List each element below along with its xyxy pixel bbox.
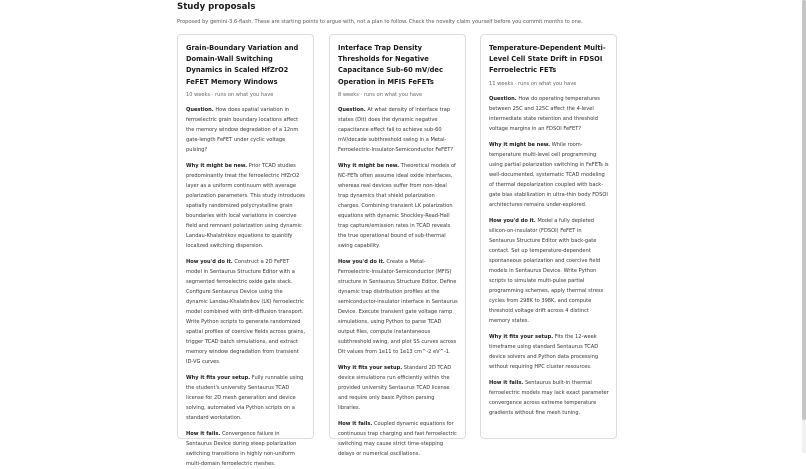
why-new-section bbox=[186, 161, 306, 251]
why-new-text: Prior TCAD studies predominantly treat the ferroelectric HfZrO2 layer as a uniform continuum with average polarization parameters. This study introduces spatially randomized polycrystalline grain boundaries with local variations in coercive field and remnant polarization using dynamic Landau-Khalatnikov equations to quantify localized switching dispersion. bbox=[186, 162, 305, 249]
how-label: How you'd do it. bbox=[186, 258, 233, 265]
fails-text: Sentaurus built-in thermal ferroelectric models may lack exact parameter convergence across extreme temperature gradients without fine mesh tuning. bbox=[489, 379, 609, 416]
card-meta: 8 weeks · runs on what you have bbox=[338, 91, 423, 98]
how-section bbox=[338, 257, 458, 357]
card-meta: 10 weeks · runs on what you have bbox=[186, 91, 274, 98]
proposal-card bbox=[480, 34, 617, 439]
why-new-label: Why it might be new. bbox=[489, 141, 551, 148]
setup-label: Why it fits your setup. bbox=[338, 364, 403, 371]
why-new-text: Theoretical models of NC-FETs often assume ideal oxide interfaces, whereas real devices suffer from non-ideal trap dynamics that shield polarization charges. Combining transient LK polarization equations with dynamic Shockley-Read-Hall trap capture/emission rates in TCAD reveals the true operational bound of sub-thermal swing capability. bbox=[338, 162, 456, 249]
scrollbar-thumb[interactable] bbox=[802, 0, 806, 420]
question-label: Question. bbox=[338, 106, 366, 113]
setup-text: Fits the 12-week timeframe using standard Sentaurus TCAD device solvers and Python data processing without requiring HPC cluster resources. bbox=[489, 333, 599, 370]
question-section bbox=[489, 94, 609, 134]
question-text: How does spatial variation in ferroelectric grain boundary locations affect the memory window degradation of a 12nm gate-length FeFET under cyclic voltage pulsing? bbox=[186, 106, 299, 153]
how-label: How you'd do it. bbox=[489, 217, 536, 224]
fails-label: How it fails. bbox=[186, 430, 221, 437]
how-label: How you'd do it. bbox=[338, 258, 385, 265]
fails-section bbox=[186, 429, 306, 469]
question-text: At what density of interface trap states (Dit) does the dynamic negative capacitance effect fail to achieve sub-60 mV/decade subthreshold swing in a Metal-Ferroelectric-Insulator-Semiconductor FeFET? bbox=[338, 106, 454, 153]
question-section bbox=[338, 105, 458, 155]
question-label: Question. bbox=[489, 95, 517, 102]
setup-section bbox=[338, 363, 458, 413]
fails-text: Convergence failure in Sentaurus Device during steep polarization switching transitions in highly non-uniform multi-domain ferroelectric meshes. bbox=[186, 430, 297, 467]
setup-text: Standard 2D TCAD device simulations run efficiently within the provided university Sentaurus TCAD license and require only basic Python parsing libraries. bbox=[338, 364, 452, 411]
card-meta: 11 weeks · runs on what you have bbox=[489, 80, 577, 87]
why-new-label: Why it might be new. bbox=[186, 162, 248, 169]
question-section bbox=[186, 105, 306, 155]
setup-section bbox=[489, 332, 609, 372]
how-section bbox=[186, 257, 306, 367]
setup-section bbox=[186, 373, 306, 423]
setup-label: Why it fits your setup. bbox=[186, 374, 251, 381]
proposal-card bbox=[329, 34, 466, 457]
fails-section bbox=[489, 378, 609, 418]
fails-label: How it fails. bbox=[489, 379, 524, 386]
how-text: Create a Metal-Ferroelectric-Insulator-Semiconductor (MFIS) structure in Sentaurus Structure Editor. Define dynamic trap distribution profiles at the semiconductor-insulator interface in Sentaurus Device. Execute transient gate voltage ramp simulations, using Python to parse TCAD output files, compute instantaneous subthreshold swing, and plot SS curves across Dit values from 1e11 to 1e13 cm^-2 eV^-1. bbox=[338, 258, 458, 355]
page-subtitle: Proposed by gemini-3.6-flash. These are starting points to argue with, not a plan to follow. Check the novelty claim yourself before you commit months to one. bbox=[177, 19, 583, 25]
why-new-text: While room-temperature multi-level cell programming using partial polarization switching in FeFETs is well-documented, systematic TCAD modeling of thermal depolarization coupled with back-gate bias stabilization in ultra-thin body FDSOI architectures remains under-explored. bbox=[489, 141, 609, 208]
fails-label: How it fails. bbox=[338, 420, 373, 427]
card-title: Grain-Boundary Variation and Domain-Wall Switching Dynamics in Scaled HfZrO2 FeFET Memory Windows bbox=[186, 44, 299, 86]
fails-text: Coupled dynamic equations for continuous trap charging and fast ferroelectric switching may cause strict time-stepping delays or numerical oscillations. bbox=[338, 420, 457, 457]
page-scrollbar[interactable] bbox=[802, 0, 806, 453]
why-new-section bbox=[338, 161, 458, 251]
card-title: Temperature-Dependent Multi-Level Cell State Drift in FDSOI Ferroelectric FETs bbox=[489, 44, 606, 75]
question-label: Question. bbox=[186, 106, 214, 113]
setup-text: Fully runnable using the student's university Sentaurus TCAD license for 2D mesh generation and device solving, automated via Python scripts on a standard workstation. bbox=[186, 374, 304, 421]
fails-section bbox=[338, 419, 458, 459]
question-text: How do operating temperatures between 25C and 125C affect the 4-level intermediate state retention and threshold voltage margins in an FDSOI FeFET? bbox=[489, 95, 600, 132]
how-section bbox=[489, 216, 609, 326]
proposal-card bbox=[177, 34, 314, 467]
setup-label: Why it fits your setup. bbox=[489, 333, 554, 340]
why-new-label: Why it might be new. bbox=[338, 162, 400, 169]
how-text: Model a fully depleted silicon-on-insulator (FDSOI) FeFET in Sentaurus Structure Editor with back-gate contact. Set up temperature-dependent spontaneous polarization and coercive field models in Sentaurus Device. Write Python scripts to simulate multi-pulse partial programming schemes, apply thermal stress cycles from 298K to 398K, and compute threshold voltage drift across 4 distinct memory states. bbox=[489, 217, 604, 324]
card-title: Interface Trap Density Thresholds for Negative Capacitance Sub-60 mV/dec Operation in MFIS FeFETs bbox=[338, 44, 443, 86]
how-text: Construct a 2D FeFET model in Sentaurus Structure Editor with a segmented ferroelectric oxide gate stack. Configure Sentaurus Device using the dynamic Landau-Khalatnikov (LK) ferroelectric model combined with drift-diffusion transport. Write Python scripts to generate randomized spatial profiles of coercive fields across grains, trigger TCAD batch simulations, and extract memory window degradation from transient ID-VG curves. bbox=[186, 258, 306, 365]
page-title: Study proposals bbox=[177, 2, 256, 12]
why-new-section bbox=[489, 140, 609, 210]
